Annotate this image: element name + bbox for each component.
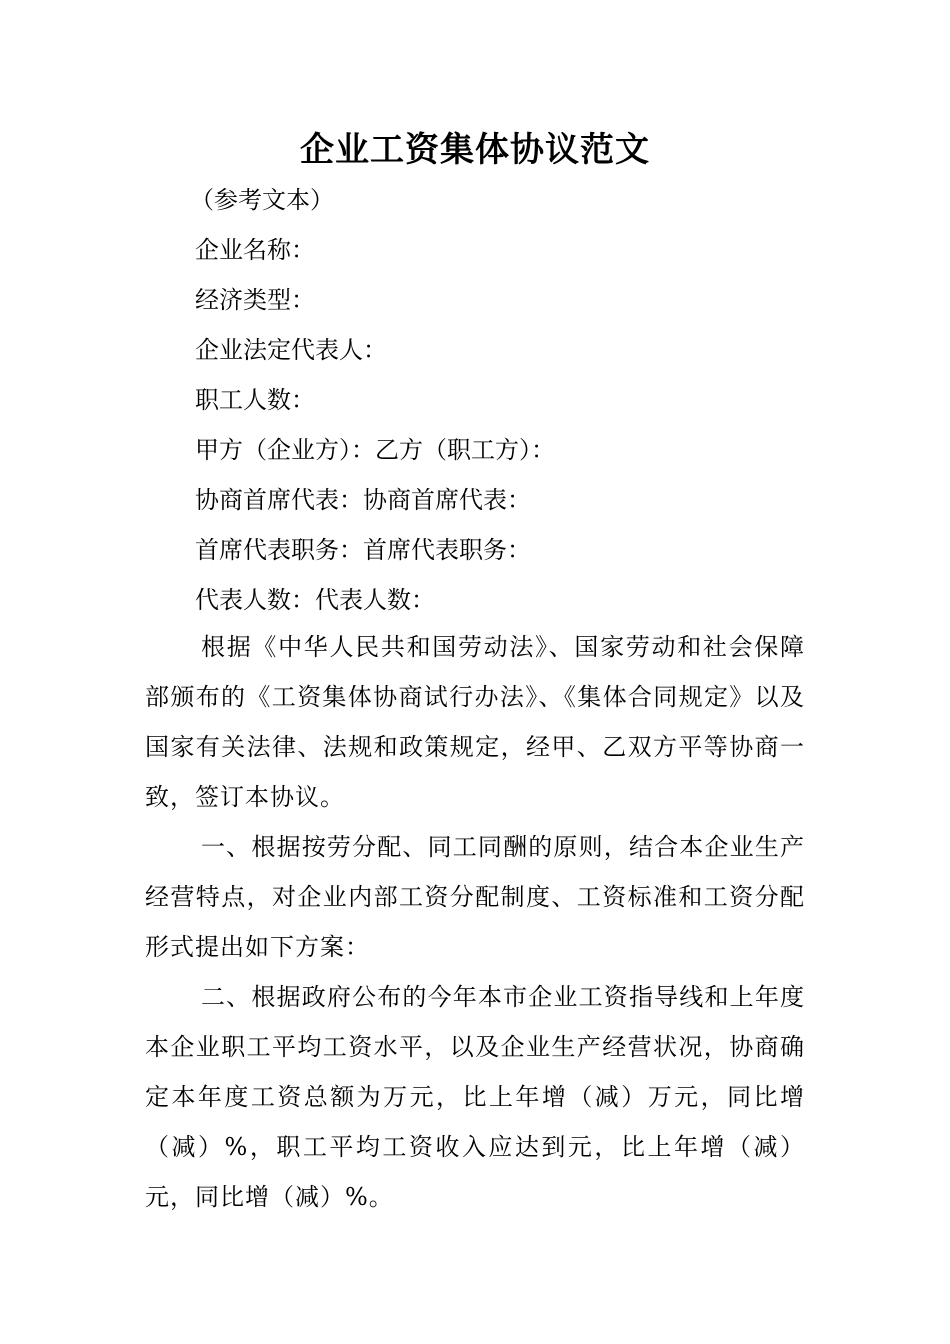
document-title: 企业工资集体协议范文 bbox=[300, 130, 650, 170]
paragraph-basis: 根据《中华人民共和国劳动法》、国家劳动和社会保障部颁布的《工资集体协商试行办法》、《集体合同规定》以及国家有关法律、法规和政策规定，经甲、乙双方平等协商一致，签订本协议。 bbox=[145, 633, 805, 811]
field-economic-type: 经济类型： bbox=[195, 286, 315, 314]
field-parties: 甲方（企业方）：乙方（职工方）： bbox=[195, 436, 555, 464]
field-legal-representative: 企业法定代表人： bbox=[195, 336, 387, 364]
field-representative-count: 代表人数：代表人数： bbox=[195, 586, 435, 614]
field-employee-count: 职工人数： bbox=[195, 386, 315, 414]
field-company-name: 企业名称： bbox=[195, 236, 315, 264]
field-chief-representatives: 协商首席代表：协商首席代表： bbox=[195, 486, 531, 514]
field-chief-representative-positions: 首席代表职务：首席代表职务： bbox=[195, 536, 531, 564]
document-subtitle: （参考文本） bbox=[190, 186, 334, 214]
paragraph-item-one: 一、根据按劳分配、同工同酬的原则，结合本企业生产经营特点，对企业内部工资分配制度、工资标准和工资分配形式提出如下方案： bbox=[145, 833, 805, 961]
paragraph-item-two: 二、根据政府公布的今年本市企业工资指导线和上年度本企业职工平均工资水平，以及企业生产经营状况，协商确定本年度工资总额为万元，比上年增（减）万元，同比增（减）%，职工平均工资收入应达到元，比上年增（减）元，同比增（减）%。 bbox=[145, 983, 805, 1211]
